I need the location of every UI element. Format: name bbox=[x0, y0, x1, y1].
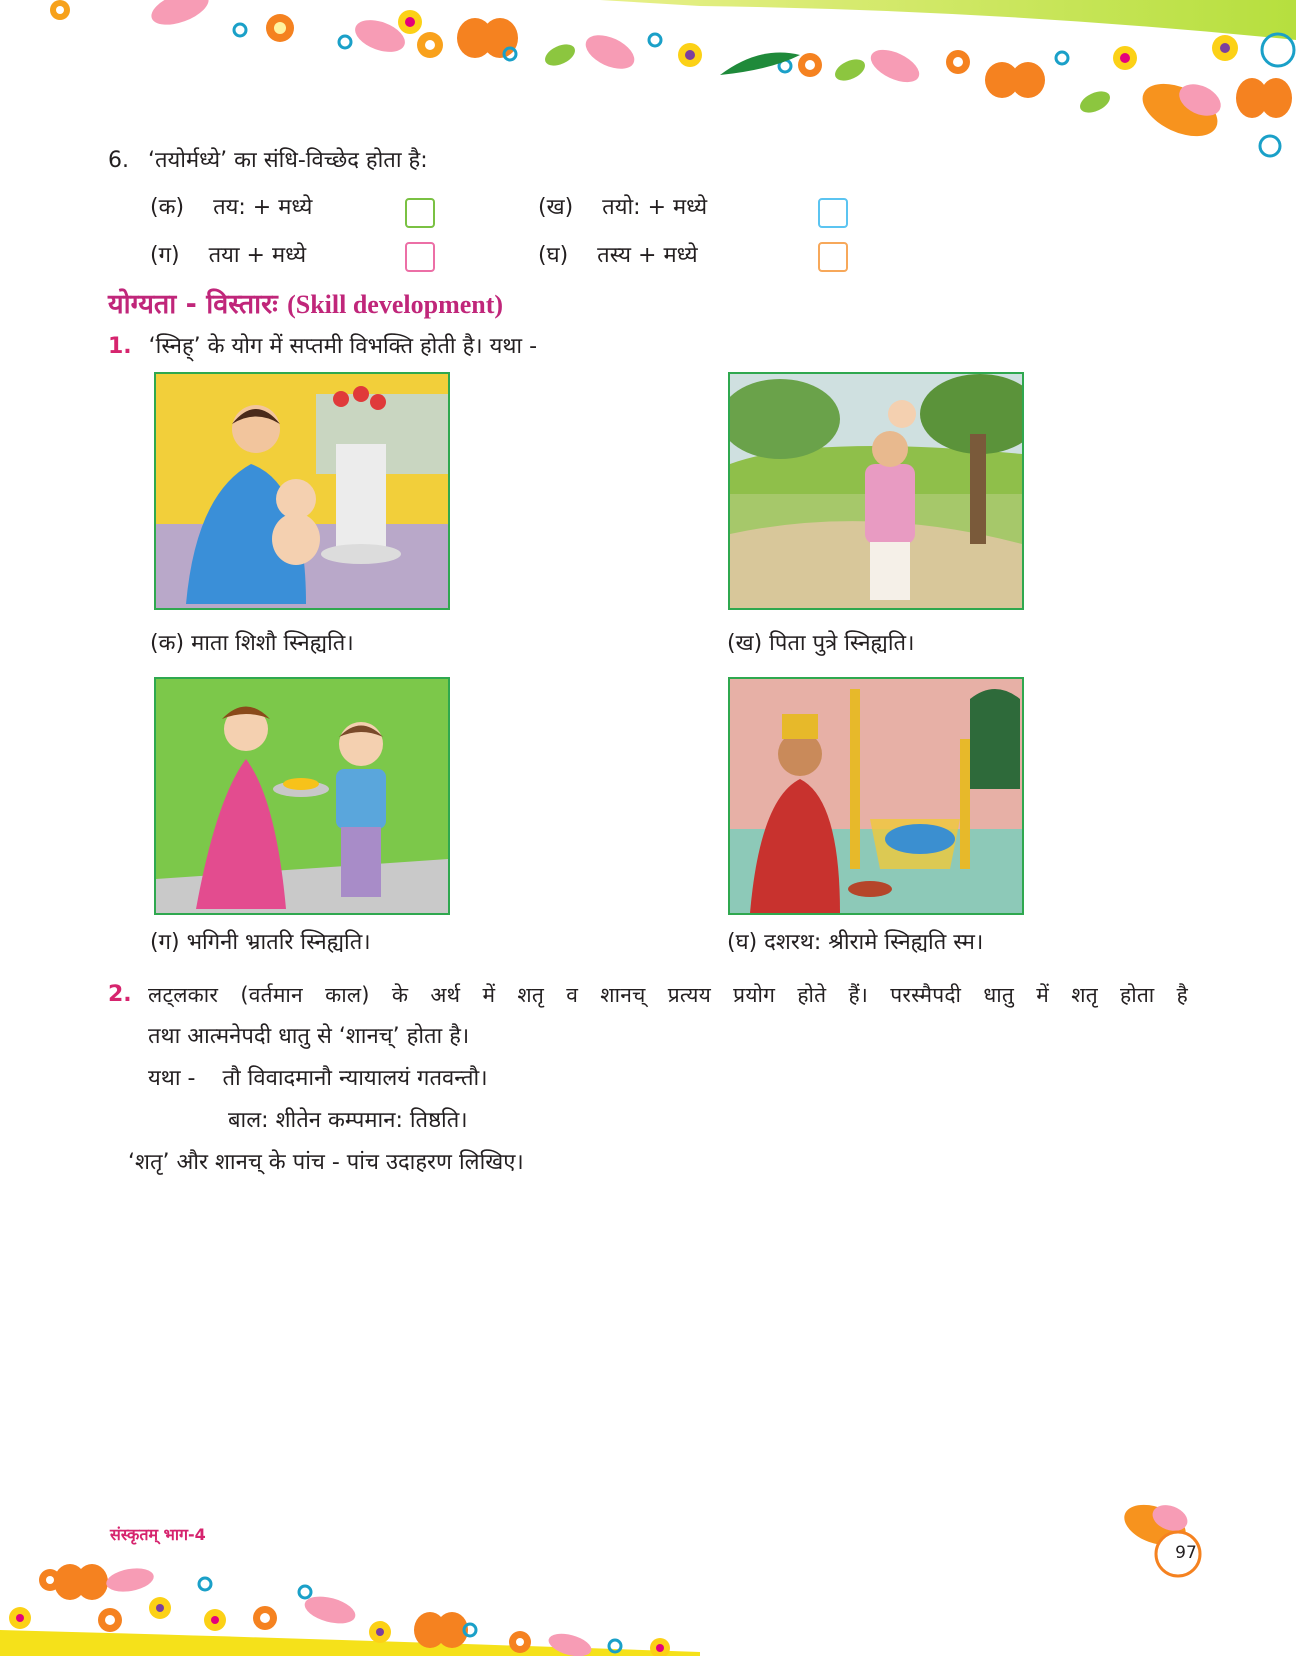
question-text: ‘तयोर्मध्ये’ का संधि-विच्छेद होता है: bbox=[148, 148, 428, 173]
butterfly-icon bbox=[54, 1564, 594, 1656]
caption-kha bbox=[727, 627, 914, 657]
caption-text: पिता पुत्रे स्निह्यति। bbox=[769, 631, 915, 656]
flower-icon bbox=[9, 1569, 670, 1656]
option-label: (ख) bbox=[538, 195, 574, 220]
illustration-mother-baby bbox=[154, 372, 450, 610]
item-number: 2. bbox=[108, 982, 132, 1007]
caption-label: (ग) bbox=[150, 930, 180, 955]
answer-checkbox[interactable] bbox=[405, 198, 435, 228]
option-label: (घ) bbox=[538, 243, 569, 268]
top-floral-border bbox=[0, 0, 1296, 170]
page-number-butterfly bbox=[1110, 1490, 1220, 1580]
heading-english: (Skill development) bbox=[287, 290, 504, 319]
question-6 bbox=[108, 146, 428, 176]
heading-hindi: योग्यता - विस्तारः bbox=[108, 289, 278, 320]
option-text: तस्य + मध्ये bbox=[597, 243, 698, 268]
option-label: (क) bbox=[150, 195, 185, 220]
example-line-2: बाल: शीतेन कम्पमान: तिष्ठति। bbox=[228, 1108, 468, 1133]
item-2 bbox=[108, 974, 1188, 1184]
option-text: तया + मध्ये bbox=[208, 243, 307, 268]
flower-icon bbox=[50, 0, 1238, 77]
item-text: ‘स्निह्’ के योग में सप्तमी विभक्ति होती है। यथा - bbox=[148, 334, 538, 359]
option-gha bbox=[538, 241, 698, 271]
answer-checkbox[interactable] bbox=[818, 242, 848, 272]
swirl-icon bbox=[199, 1578, 621, 1652]
item-2-line-2: तथा आत्मनेपदी धातु से ‘शानच्’ होता है। bbox=[148, 1024, 470, 1049]
caption-gha bbox=[727, 926, 983, 956]
bottom-floral-border bbox=[0, 1560, 1296, 1656]
illustration-sister-brother bbox=[154, 677, 450, 915]
caption-ka bbox=[150, 627, 354, 657]
section-heading bbox=[108, 284, 503, 321]
book-title: संस्कृतम् भाग-4 bbox=[110, 1525, 206, 1544]
item-number: 1. bbox=[108, 334, 132, 359]
caption-label: (ख) bbox=[727, 631, 763, 656]
caption-ga bbox=[150, 926, 371, 956]
item-1 bbox=[108, 332, 537, 362]
swirl-icon bbox=[234, 24, 1294, 156]
illustration-father-son bbox=[728, 372, 1024, 610]
caption-label: (क) bbox=[150, 631, 185, 656]
option-ka bbox=[150, 193, 312, 223]
example-text: तौ विवादमानौ न्यायालयं गतवन्तौ। bbox=[222, 1066, 488, 1091]
answer-checkbox[interactable] bbox=[818, 198, 848, 228]
answer-checkbox[interactable] bbox=[405, 242, 435, 272]
option-text: तयो: + मध्ये bbox=[602, 195, 708, 220]
option-ga bbox=[150, 241, 306, 271]
task-line: ‘शतृ’ और शानच् के पांच - पांच उदाहरण लिखिए। bbox=[128, 1150, 524, 1175]
question-number: 6. bbox=[108, 148, 129, 173]
butterfly-icon bbox=[147, 0, 1292, 147]
example-line-1 bbox=[148, 1058, 1188, 1100]
caption-label: (घ) bbox=[727, 930, 758, 955]
illustration-dasharatha-cradle bbox=[728, 677, 1024, 915]
caption-text: भगिनी भ्रातरि स्निह्यति। bbox=[186, 930, 371, 955]
caption-text: माता शिशौ स्निह्यति। bbox=[191, 631, 354, 656]
option-label: (ग) bbox=[150, 243, 180, 268]
page-number: 97 bbox=[1175, 1543, 1197, 1563]
leaf-icon bbox=[542, 40, 1114, 117]
caption-text: दशरथ: श्रीरामे स्निह्यति स्म। bbox=[764, 930, 984, 955]
example-label: यथा - bbox=[148, 1066, 196, 1091]
option-kha bbox=[538, 193, 707, 223]
option-text: तय: + मध्ये bbox=[213, 195, 313, 220]
item-2-line-1: लट्लकार (वर्तमान काल) के अर्थ में शतृ व शानच् प्रत्यय प्रयोग होते हैं। परस्मैपदी धातु में शतृ होता है bbox=[148, 983, 1188, 1007]
